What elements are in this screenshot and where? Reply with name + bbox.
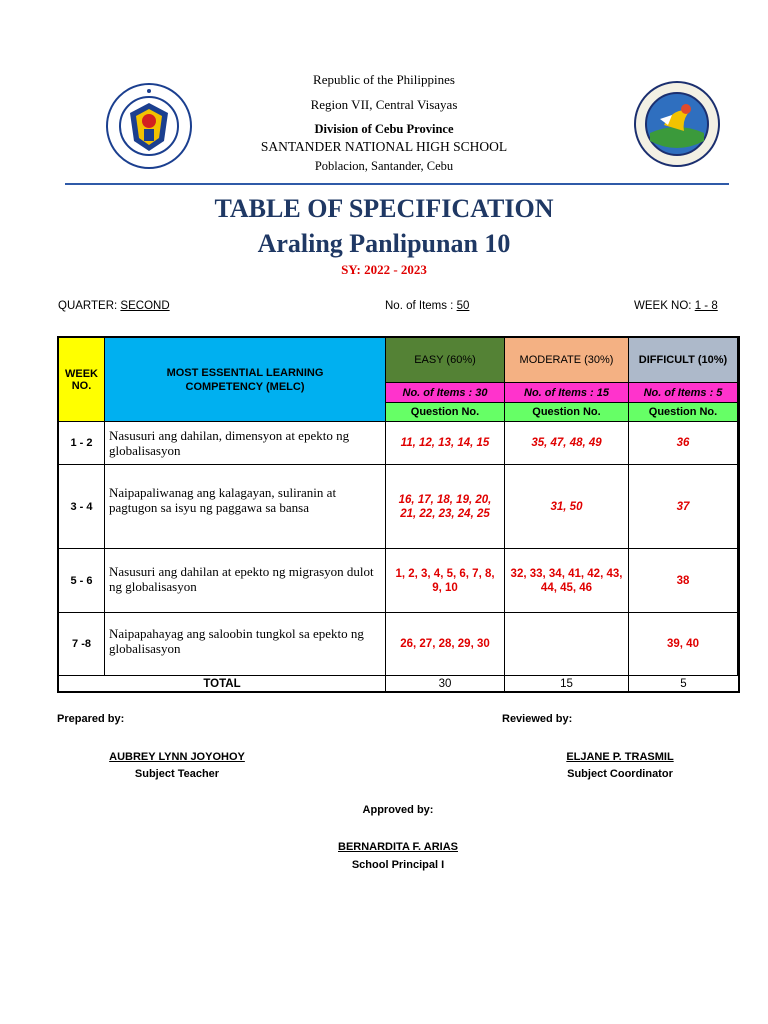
items-label: No. of Items : [385, 300, 454, 312]
prepared-by-role: Subject Teacher [134, 768, 220, 780]
prepared-by-label: Prepared by: [57, 713, 125, 725]
table-row-difficult-questions: 39, 40 [629, 613, 738, 676]
header-republic: Republic of the Philippines [313, 72, 455, 87]
table-row-moderate-questions: 35, 47, 48, 49 [505, 422, 629, 465]
header-division: Division of Cebu Province [314, 122, 454, 136]
items-info [385, 300, 469, 312]
week-value: 1 - 8 [694, 300, 718, 312]
header-moderate: MODERATE (30%) [505, 338, 629, 383]
header-region: Region VII, Central Visayas [310, 97, 458, 112]
easy-question-no-header: Question No. [386, 403, 505, 422]
header-easy: EASY (60%) [386, 338, 505, 383]
header-divider [65, 183, 729, 185]
table-row-difficult-questions: 36 [629, 422, 738, 465]
difficult-items-count: No. of Items : 5 [629, 383, 738, 403]
moderate-question-no-header: Question No. [505, 403, 629, 422]
total-label: TOTAL [59, 676, 386, 691]
items-value: 50 [456, 300, 470, 312]
week-info [634, 300, 718, 312]
reviewed-by-name [530, 751, 710, 763]
table-row-week: 1 - 2 [59, 422, 105, 465]
table-row-difficult-questions: 38 [629, 549, 738, 613]
approved-by-name [0, 841, 768, 853]
table-row-melc: Naipapahayag ang saloobin tungkol sa epekto ng globalisasyon [105, 613, 386, 676]
quarter-value: SECOND [120, 300, 170, 312]
total-easy: 30 [386, 676, 505, 691]
total-difficult: 5 [680, 677, 687, 690]
table-row-melc: Nasusuri ang dahilan, dimensyon at epekto ng globalisasyon [105, 422, 386, 465]
subject-title: Araling Panlipunan 10 [257, 229, 511, 258]
reviewed-name-text: ELJANE P. TRASMIL [566, 751, 674, 763]
page-title: TABLE OF SPECIFICATION [214, 194, 554, 223]
approved-by-role: School Principal I [351, 859, 445, 871]
table-row-melc: Naipapaliwanag ang kalagayan, suliranin at pagtugon sa isyu ng paggawa sa bansa [105, 465, 386, 549]
quarter-info [58, 300, 170, 312]
table-row-moderate-questions: 32, 33, 34, 41, 42, 43, 44, 45, 46 [505, 549, 629, 613]
table-row-melc: Nasusuri ang dahilan at epekto ng migrasyon dulot ng globalisasyon [105, 549, 386, 613]
header-difficult: DIFFICULT (10%) [629, 338, 738, 383]
table-row-week: 7 -8 [59, 613, 105, 676]
table-row-moderate-questions [505, 613, 629, 676]
table-row-easy-questions: 16, 17, 18, 19, 20, 21, 22, 23, 24, 25 [386, 465, 505, 549]
table-row-week: 5 - 6 [59, 549, 105, 613]
table-row-easy-questions: 1, 2, 3, 4, 5, 6, 7, 8, 9, 10 [386, 549, 505, 613]
reviewed-by-label: Reviewed by: [502, 713, 573, 725]
prepared-by-name [85, 751, 269, 763]
table-row-difficult-questions: 37 [629, 465, 738, 549]
table-row-moderate-questions: 31, 50 [505, 465, 629, 549]
table-row-easy-questions: 26, 27, 28, 29, 30 [386, 613, 505, 676]
specification-table [57, 336, 740, 693]
difficult-question-no-header: Question No. [629, 403, 738, 422]
easy-items-count: No. of Items : 30 [386, 383, 505, 403]
table-row-easy-questions: 11, 12, 13, 14, 15 [386, 422, 505, 465]
school-year: SY: 2022 - 2023 [341, 262, 427, 277]
header-melc: MOST ESSENTIAL LEARNING COMPETENCY (MELC) [105, 338, 386, 422]
table-row-week: 3 - 4 [59, 465, 105, 549]
quarter-label: QUARTER: [58, 300, 118, 312]
prepared-name-text: AUBREY LYNN JOYOHOY [109, 751, 245, 763]
header-week: WEEK NO. [59, 338, 105, 422]
header-school-name: SANTANDER NATIONAL HIGH SCHOOL [260, 139, 508, 154]
header-address: Poblacion, Santander, Cebu [314, 159, 454, 173]
week-label: WEEK NO: [634, 300, 692, 312]
total-moderate: 15 [505, 676, 629, 691]
reviewed-by-role: Subject Coordinator [567, 768, 673, 780]
approved-name-text: BERNARDITA F. ARIAS [338, 841, 458, 853]
approved-by-label: Approved by: [362, 804, 434, 816]
moderate-items-count: No. of Items : 15 [505, 383, 629, 403]
